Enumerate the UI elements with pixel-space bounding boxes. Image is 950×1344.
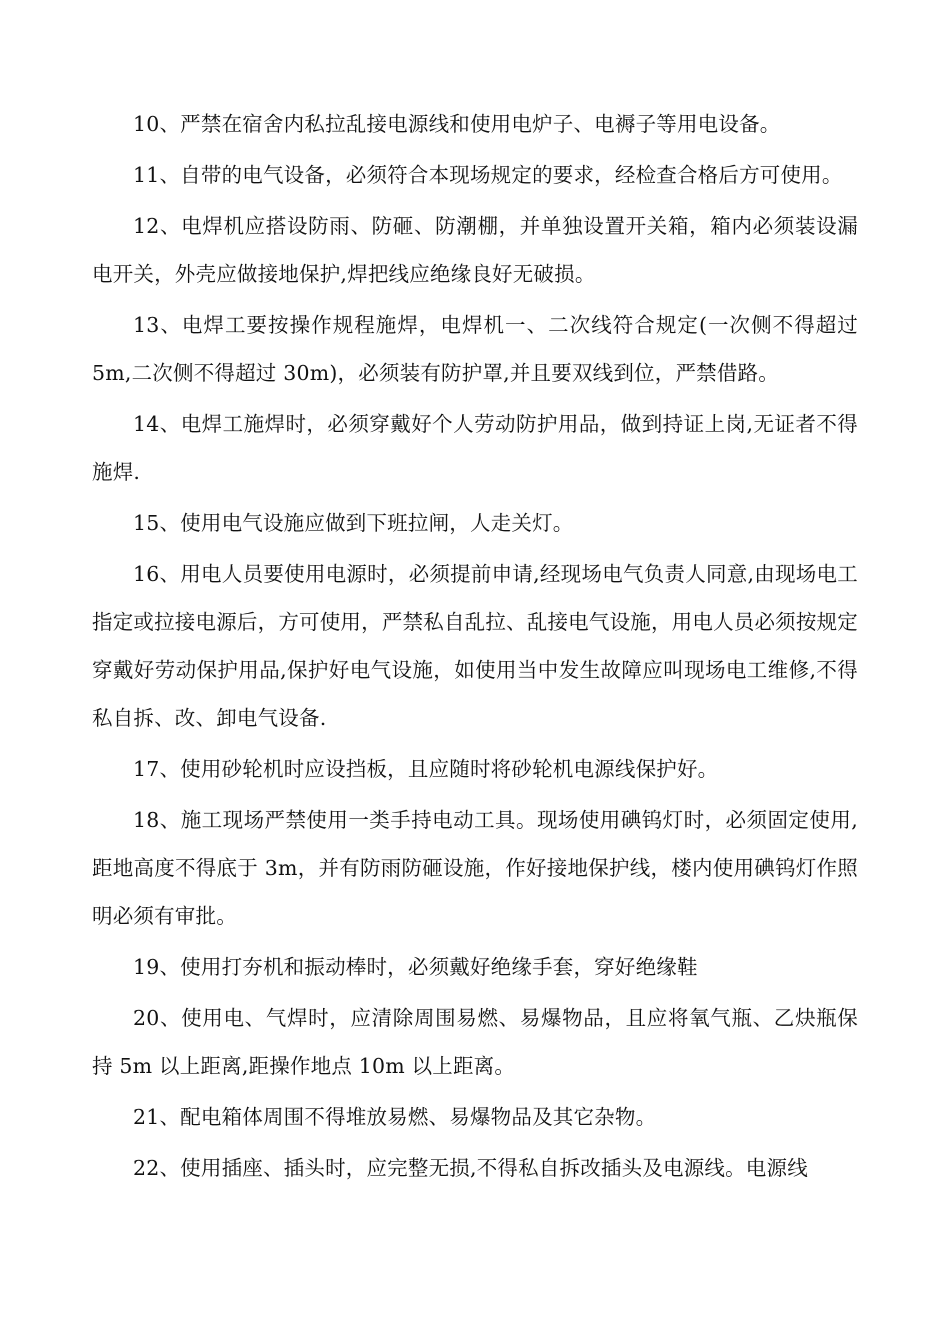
paragraph-13: 13、电焊工要按操作规程施焊，电焊机一、二次线符合规定(一次侧不得超过 5m,二次侧不得超过 30m)，必须装有防护罩,并且要双线到位，严禁借路。 bbox=[92, 313, 858, 385]
paragraph-15: 15、使用电气设施应做到下班拉闸，人走关灯。 bbox=[133, 511, 574, 535]
document-body bbox=[92, 100, 858, 1195]
paragraph-18: 18、施工现场严禁使用一类手持电动工具。现场使用碘钨灯时，必须固定使用,距地高度不得底于 3m，并有防雨防砸设施，作好接地保护线，楼内使用碘钨灯作照明必须有审批。 bbox=[92, 808, 858, 928]
paragraph-20: 20、使用电、气焊时，应清除周围易燃、易爆物品，且应将氧气瓶、乙炔瓶保持 5m 以上距离,距操作地点 10m 以上距离。 bbox=[92, 1006, 858, 1078]
paragraph-11: 11、自带的电气设备，必须符合本现场规定的要求，经检查合格后方可使用。 bbox=[133, 163, 843, 187]
paragraph-21: 21、配电箱体周围不得堆放易燃、易爆物品及其它杂物。 bbox=[133, 1105, 657, 1129]
paragraph-12: 12、电焊机应搭设防雨、防砸、防潮棚，并单独设置开关箱，箱内必须装设漏电开关，外壳应做接地保护,焊把线应绝缘良好无破损。 bbox=[92, 214, 858, 286]
paragraph-17: 17、使用砂轮机时应设挡板，且应随时将砂轮机电源线保护好。 bbox=[133, 757, 719, 781]
paragraph-22: 22、使用插座、插头时，应完整无损,不得私自拆改插头及电源线。电源线 bbox=[133, 1156, 808, 1180]
paragraph-16: 16、用电人员要使用电源时，必须提前申请,经现场电气负责人同意,由现场电工指定或拉接电源后，方可使用，严禁私自乱拉、乱接电气设施，用电人员必须按规定穿戴好劳动保护用品,保护好电气设施，如使用当中发生故障应叫现场电工维修,不得私自拆、改、卸电气设备. bbox=[92, 562, 858, 730]
paragraph-19: 19、使用打夯机和振动棒时，必须戴好绝缘手套，穿好绝缘鞋 bbox=[133, 955, 698, 979]
paragraph-14: 14、电焊工施焊时，必须穿戴好个人劳动防护用品，做到持证上岗,无证者不得施焊. bbox=[92, 412, 858, 484]
paragraph-10: 10、严禁在宿舍内私拉乱接电源线和使用电炉子、电褥子等用电设备。 bbox=[133, 112, 781, 136]
